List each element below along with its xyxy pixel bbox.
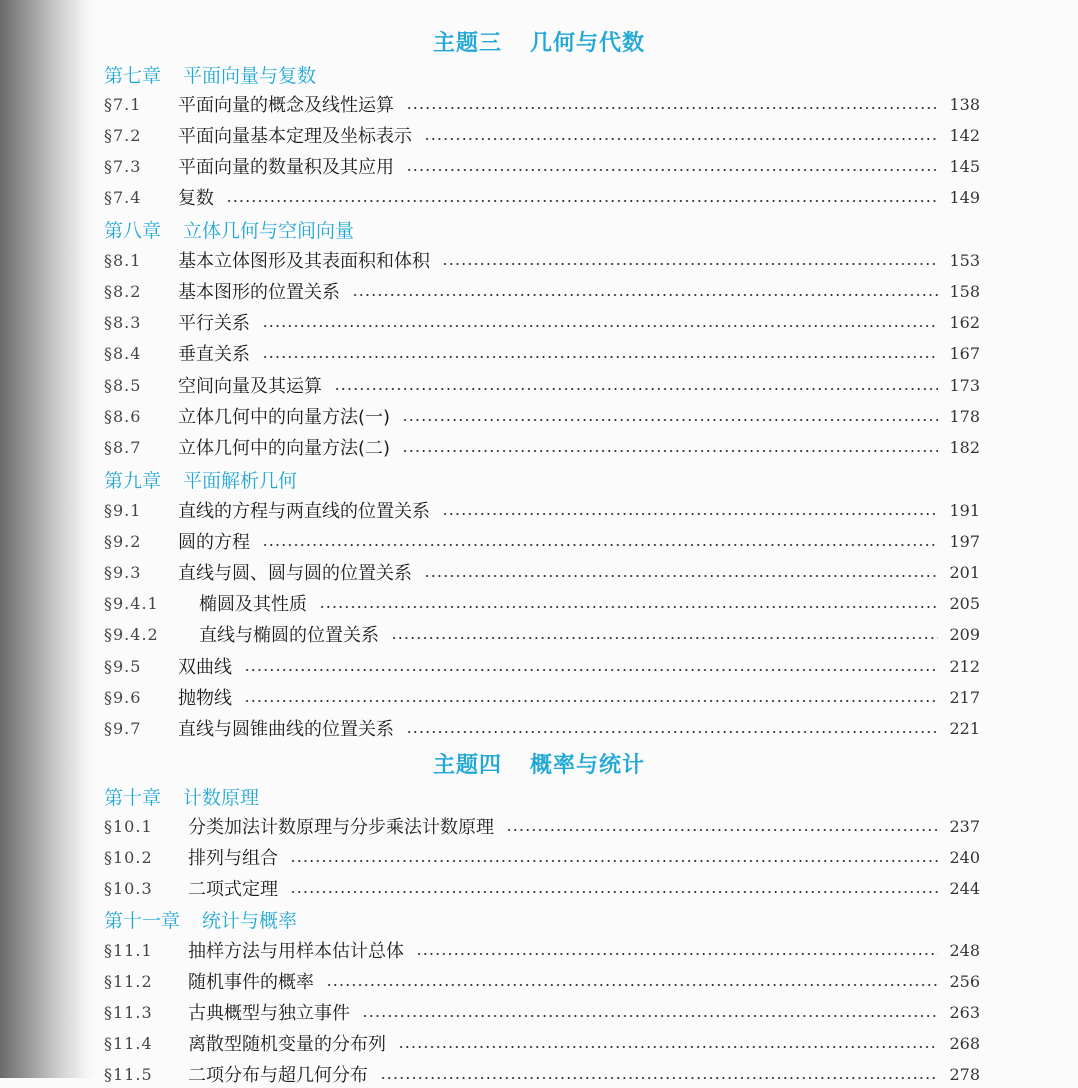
section-title: 抽样方法与用样本估计总体	[188, 941, 404, 962]
toc-entry[interactable]	[104, 339, 980, 367]
section-number: §11.3	[104, 1002, 153, 1022]
section-number: §11.1	[104, 940, 153, 960]
theme-label: 主题四	[432, 753, 502, 778]
section-title: 排列与组合	[188, 848, 278, 869]
dot-leader	[406, 107, 938, 109]
dot-leader	[402, 419, 938, 421]
section-number: §8.2	[104, 281, 142, 301]
chapter-heading	[104, 466, 297, 493]
section-number: §10.1	[104, 816, 153, 836]
toc-entry[interactable]	[104, 652, 980, 680]
toc-entry[interactable]	[104, 277, 980, 305]
dot-leader	[319, 606, 938, 608]
dot-leader	[290, 891, 938, 893]
section-number: §7.4	[104, 187, 142, 207]
page-number: 248	[949, 940, 980, 960]
page-number: 178	[949, 406, 980, 426]
chapter-label: 第十一章	[104, 910, 181, 932]
toc-entry[interactable]	[104, 967, 980, 995]
toc-entry[interactable]	[104, 683, 980, 711]
section-title: 基本立体图形及其表面积和体积	[178, 251, 430, 272]
page-number: 221	[949, 718, 980, 738]
page-number: 256	[949, 971, 980, 991]
section-number: §8.1	[104, 250, 142, 270]
dot-leader	[326, 984, 938, 986]
page-number: 182	[949, 437, 980, 457]
section-number: §9.5	[104, 656, 142, 676]
toc-entry[interactable]	[104, 874, 980, 902]
page-number: 162	[949, 312, 980, 332]
dot-leader	[352, 294, 938, 296]
toc-entry[interactable]	[104, 843, 980, 871]
page-number: 240	[949, 847, 980, 867]
dot-leader	[244, 700, 938, 702]
section-number: §9.2	[104, 531, 142, 551]
section-title: 平面向量基本定理及坐标表示	[178, 126, 412, 147]
section-title: 古典概型与独立事件	[188, 1003, 350, 1024]
page-number: 191	[949, 500, 980, 520]
section-title: 圆的方程	[178, 532, 250, 553]
page-number: 201	[949, 562, 980, 582]
section-title: 分类加法计数原理与分步乘法计数原理	[188, 817, 494, 838]
section-title: 二项式定理	[188, 879, 278, 900]
chapter-title: 计数原理	[183, 787, 260, 809]
theme-title: 几何与代数	[530, 31, 646, 56]
page-number: 212	[949, 656, 980, 676]
section-number: §8.3	[104, 312, 142, 332]
page-number: 149	[949, 187, 980, 207]
page-number: 197	[949, 531, 980, 551]
toc-entry[interactable]	[104, 1029, 980, 1057]
section-title: 直线与圆、圆与圆的位置关系	[178, 563, 412, 584]
section-number: §9.1	[104, 500, 142, 520]
section-title: 立体几何中的向量方法(一)	[178, 407, 391, 428]
theme-heading	[0, 748, 1078, 779]
page-number: 268	[949, 1033, 980, 1053]
dot-leader	[398, 1046, 938, 1048]
chapter-heading	[104, 61, 316, 88]
section-number: §11.5	[104, 1064, 153, 1084]
section-number: §9.7	[104, 718, 142, 738]
dot-leader	[226, 200, 938, 202]
dot-leader	[406, 169, 938, 171]
page-number: 263	[949, 1002, 980, 1022]
section-number: §10.2	[104, 847, 153, 867]
toc-entry[interactable]	[104, 433, 980, 461]
dot-leader	[424, 575, 938, 577]
page-number: 278	[949, 1064, 980, 1084]
chapter-label: 第七章	[104, 65, 162, 87]
dot-leader	[362, 1015, 938, 1017]
page-number: 209	[949, 624, 980, 644]
toc-entry[interactable]	[104, 812, 980, 840]
chapter-label: 第十章	[104, 787, 162, 809]
section-number: §7.2	[104, 125, 142, 145]
chapter-title: 立体几何与空间向量	[183, 220, 355, 242]
toc-entry[interactable]	[104, 90, 980, 118]
section-number: §9.4.2	[104, 624, 159, 644]
dot-leader	[402, 450, 938, 452]
page-number: 217	[949, 687, 980, 707]
section-number: §9.6	[104, 687, 142, 707]
toc-entry[interactable]	[104, 620, 980, 648]
dot-leader	[442, 513, 938, 515]
chapter-title: 平面向量与复数	[183, 65, 317, 87]
section-title: 基本图形的位置关系	[178, 282, 340, 303]
toc-entry[interactable]	[104, 714, 980, 742]
section-number: §7.3	[104, 156, 142, 176]
section-title: 直线的方程与两直线的位置关系	[178, 501, 430, 522]
toc-entry[interactable]	[104, 998, 980, 1026]
chapter-heading	[104, 906, 297, 933]
section-title: 抛物线	[178, 688, 232, 709]
section-number: §8.7	[104, 437, 142, 457]
chapter-label: 第九章	[104, 470, 162, 492]
section-number: §11.2	[104, 971, 153, 991]
theme-label: 主题三	[432, 31, 502, 56]
toc-entry[interactable]	[104, 371, 980, 399]
section-title: 空间向量及其运算	[178, 376, 322, 397]
toc-entry[interactable]	[104, 558, 980, 586]
chapter-title: 统计与概率	[202, 910, 298, 932]
section-title: 二项分布与超几何分布	[188, 1065, 368, 1086]
dot-leader	[334, 388, 938, 390]
toc-entry[interactable]	[104, 308, 980, 336]
section-number: §10.3	[104, 878, 153, 898]
section-title: 立体几何中的向量方法(二)	[178, 438, 391, 459]
page-number: 167	[949, 343, 980, 363]
dot-leader	[424, 138, 938, 140]
dot-leader	[262, 325, 938, 327]
section-number: §8.4	[104, 343, 142, 363]
toc-entry[interactable]	[104, 121, 980, 149]
dot-leader	[391, 637, 938, 639]
section-title: 平行关系	[178, 313, 250, 334]
section-title: 垂直关系	[178, 344, 250, 365]
section-number: §7.1	[104, 94, 142, 114]
page-number: 153	[949, 250, 980, 270]
section-title: 平面向量的数量积及其应用	[178, 157, 394, 178]
section-title: 直线与圆锥曲线的位置关系	[178, 719, 394, 740]
page-number: 205	[949, 593, 980, 613]
section-title: 离散型随机变量的分布列	[188, 1034, 386, 1055]
page-number: 145	[949, 156, 980, 176]
page-number: 244	[949, 878, 980, 898]
section-number: §8.5	[104, 375, 142, 395]
theme-title: 概率与统计	[530, 753, 646, 778]
chapter-heading	[104, 783, 259, 810]
section-number: §9.3	[104, 562, 142, 582]
page-number: 158	[949, 281, 980, 301]
section-number: §9.4.1	[104, 593, 159, 613]
dot-leader	[506, 829, 938, 831]
dot-leader	[406, 731, 938, 733]
dot-leader	[262, 544, 938, 546]
section-number: §11.4	[104, 1033, 153, 1053]
toc-entry[interactable]	[104, 589, 980, 617]
section-title: 双曲线	[178, 657, 232, 678]
dot-leader	[290, 860, 938, 862]
section-number: §8.6	[104, 406, 142, 426]
page-number: 237	[949, 816, 980, 836]
toc-entry[interactable]	[104, 402, 980, 430]
dot-leader	[244, 669, 938, 671]
toc-entry[interactable]	[104, 496, 980, 524]
section-title: 平面向量的概念及线性运算	[178, 95, 394, 116]
page-number: 138	[949, 94, 980, 114]
section-title: 复数	[178, 188, 214, 209]
toc-entry[interactable]	[104, 936, 980, 964]
section-title: 直线与椭圆的位置关系	[199, 625, 379, 646]
section-title: 随机事件的概率	[188, 972, 314, 993]
toc-entry[interactable]	[104, 527, 980, 555]
chapter-label: 第八章	[104, 220, 162, 242]
toc-entry[interactable]	[104, 1060, 980, 1088]
chapter-title: 平面解析几何	[183, 470, 298, 492]
dot-leader	[416, 953, 938, 955]
page-number: 173	[949, 375, 980, 395]
section-title: 椭圆及其性质	[199, 594, 307, 615]
toc-entry[interactable]	[104, 183, 980, 211]
theme-heading	[0, 26, 1078, 57]
toc-entry[interactable]	[104, 152, 980, 180]
toc-entry[interactable]	[104, 246, 980, 274]
dot-leader	[442, 263, 938, 265]
dot-leader	[262, 356, 938, 358]
page-number: 142	[949, 125, 980, 145]
chapter-heading	[104, 216, 354, 243]
